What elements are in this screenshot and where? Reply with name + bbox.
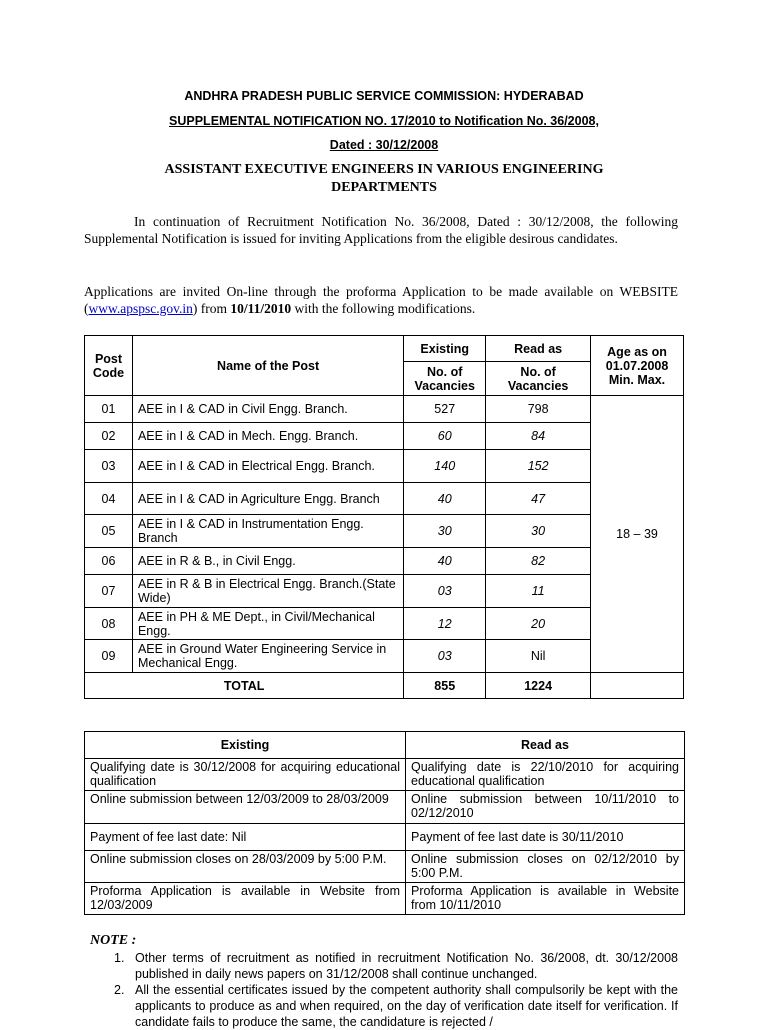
vacancies-table (84, 335, 684, 699)
existing-vacancies: 03 (404, 575, 486, 608)
post-name: AEE in I & CAD in Electrical Engg. Branch. (132, 450, 403, 483)
existing-vacancies: 527 (404, 396, 486, 423)
post-name: AEE in R & B., in Civil Engg. (132, 548, 403, 575)
existing-vacancies: 12 (404, 608, 486, 640)
total-age-cell (591, 673, 684, 699)
age-range: 18 – 39 (591, 396, 684, 673)
read-as-vacancies: 82 (486, 548, 591, 575)
read-as-text: Online submission between 10/11/2010 to 02/12/2010 (406, 791, 685, 824)
table-row (85, 759, 685, 791)
existing-text: Online submission closes on 28/03/2009 by 5:00 P.M. (85, 851, 406, 883)
applications-text-2: ) from (192, 301, 231, 316)
read-as-vacancies: 798 (486, 396, 591, 423)
applications-text-1: Applications are invited On-line through the proforma Application to be made available on WEBSITE ( (84, 284, 678, 316)
post-name: AEE in Ground Water Engineering Service in Mechanical Engg. (132, 640, 403, 673)
read-as-text: Qualifying date is 22/10/2010 for acquiring educational qualification (406, 759, 685, 791)
existing-vacancies: 03 (404, 640, 486, 673)
post-name: AEE in I & CAD in Mech. Engg. Branch. (132, 423, 403, 450)
header-read-as: Read as (486, 336, 591, 362)
post-name: AEE in I & CAD in Civil Engg. Branch. (132, 396, 403, 423)
read-as-vacancies: 47 (486, 483, 591, 515)
existing-vacancies: 140 (404, 450, 486, 483)
intro-paragraph: In continuation of Recruitment Notification No. 36/2008, Dated : 30/12/2008, the following Supplemental Notification is issued for inviting Applications from the eligible desirous candidates. (84, 214, 678, 246)
total-row (85, 673, 684, 699)
note-item (114, 950, 678, 982)
post-code: 06 (85, 548, 133, 575)
post-code: 05 (85, 515, 133, 548)
header-read-as: Read as (406, 732, 685, 759)
read-as-vacancies: 152 (486, 450, 591, 483)
header-existing: Existing (85, 732, 406, 759)
existing-vacancies: 60 (404, 423, 486, 450)
note-text: All the essential certificates issued by the competent authority shall compulsorily be kept with the applicants to produce as and when required, on the day of verification date itself for verification. If candidate fails to produce the same, the candidature is rejected / (135, 983, 678, 1029)
existing-text: Qualifying date is 30/12/2008 for acquiring educational qualification (85, 759, 406, 791)
website-link[interactable]: www.apspsc.gov.in (88, 301, 193, 316)
existing-vacancies: 30 (404, 515, 486, 548)
read-as-text: Payment of fee last date is 30/11/2010 (406, 824, 685, 851)
table-row (85, 824, 685, 851)
applications-text-3: with the following modifications. (291, 301, 476, 316)
post-code: 01 (85, 396, 133, 423)
notification-date: Dated : 30/12/2008 (329, 138, 439, 152)
total-read-as: 1224 (486, 673, 591, 699)
header-age: Age as on 01.07.2008 Min. Max. (591, 336, 684, 396)
note-item (114, 982, 678, 1030)
posts-title: ASSISTANT EXECUTIVE ENGINEERS IN VARIOUS ENGINEERING DEPARTMENTS (164, 162, 604, 195)
header-vacancies-existing: No. of Vacancies (404, 362, 486, 396)
start-date: 10/11/2010 (230, 301, 292, 316)
table-row (85, 396, 684, 423)
modifications-table (84, 731, 685, 915)
existing-text: Online submission between 12/03/2009 to 28/03/2009 (85, 791, 406, 824)
note-text: Other terms of recruitment as notified in recruitment Notification No. 36/2008, dt. 30/12/2008 published in daily news papers on 31/12/2008 shall continue unchanged. (135, 951, 678, 981)
read-as-vacancies: 30 (486, 515, 591, 548)
existing-vacancies: 40 (404, 483, 486, 515)
read-as-vacancies: 20 (486, 608, 591, 640)
post-name: AEE in I & CAD in Agriculture Engg. Branch (132, 483, 403, 515)
commission-title: ANDHRA PRADESH PUBLIC SERVICE COMMISSION: HYDERABAD (184, 89, 584, 103)
header-post-name: Name of the Post (132, 336, 403, 396)
post-name: AEE in I & CAD in Instrumentation Engg. Branch (132, 515, 403, 548)
table-row (85, 791, 685, 824)
post-code: 03 (85, 450, 133, 483)
table-row (85, 883, 685, 915)
note-number: 2. (114, 983, 125, 997)
post-code: 07 (85, 575, 133, 608)
header-vacancies-read-as: No. of Vacancies (486, 362, 591, 396)
read-as-text: Online submission closes on 02/12/2010 by 5:00 P.M. (406, 851, 685, 883)
post-code: 09 (85, 640, 133, 673)
notes-list (114, 950, 678, 1030)
post-code: 08 (85, 608, 133, 640)
total-existing: 855 (404, 673, 486, 699)
post-name: AEE in PH & ME Dept., in Civil/Mechanical Engg. (132, 608, 403, 640)
header-post-code: Post Code (85, 336, 133, 396)
existing-text: Payment of fee last date: Nil (85, 824, 406, 851)
post-code: 04 (85, 483, 133, 515)
read-as-vacancies: Nil (486, 640, 591, 673)
table-row (85, 851, 685, 883)
notification-number: SUPPLEMENTAL NOTIFICATION NO. 17/2010 to Notification No. 36/2008, (169, 114, 599, 128)
read-as-vacancies: 84 (486, 423, 591, 450)
post-name: AEE in R & B in Electrical Engg. Branch.(State Wide) (132, 575, 403, 608)
note-heading: NOTE : (90, 933, 137, 948)
post-code: 02 (85, 423, 133, 450)
read-as-text: Proforma Application is available in Website from 10/11/2010 (406, 883, 685, 915)
applications-paragraph (84, 283, 678, 317)
header-existing: Existing (404, 336, 486, 362)
note-number: 1. (114, 951, 125, 965)
total-label: TOTAL (85, 673, 404, 699)
existing-vacancies: 40 (404, 548, 486, 575)
existing-text: Proforma Application is available in Website from 12/03/2009 (85, 883, 406, 915)
read-as-vacancies: 11 (486, 575, 591, 608)
